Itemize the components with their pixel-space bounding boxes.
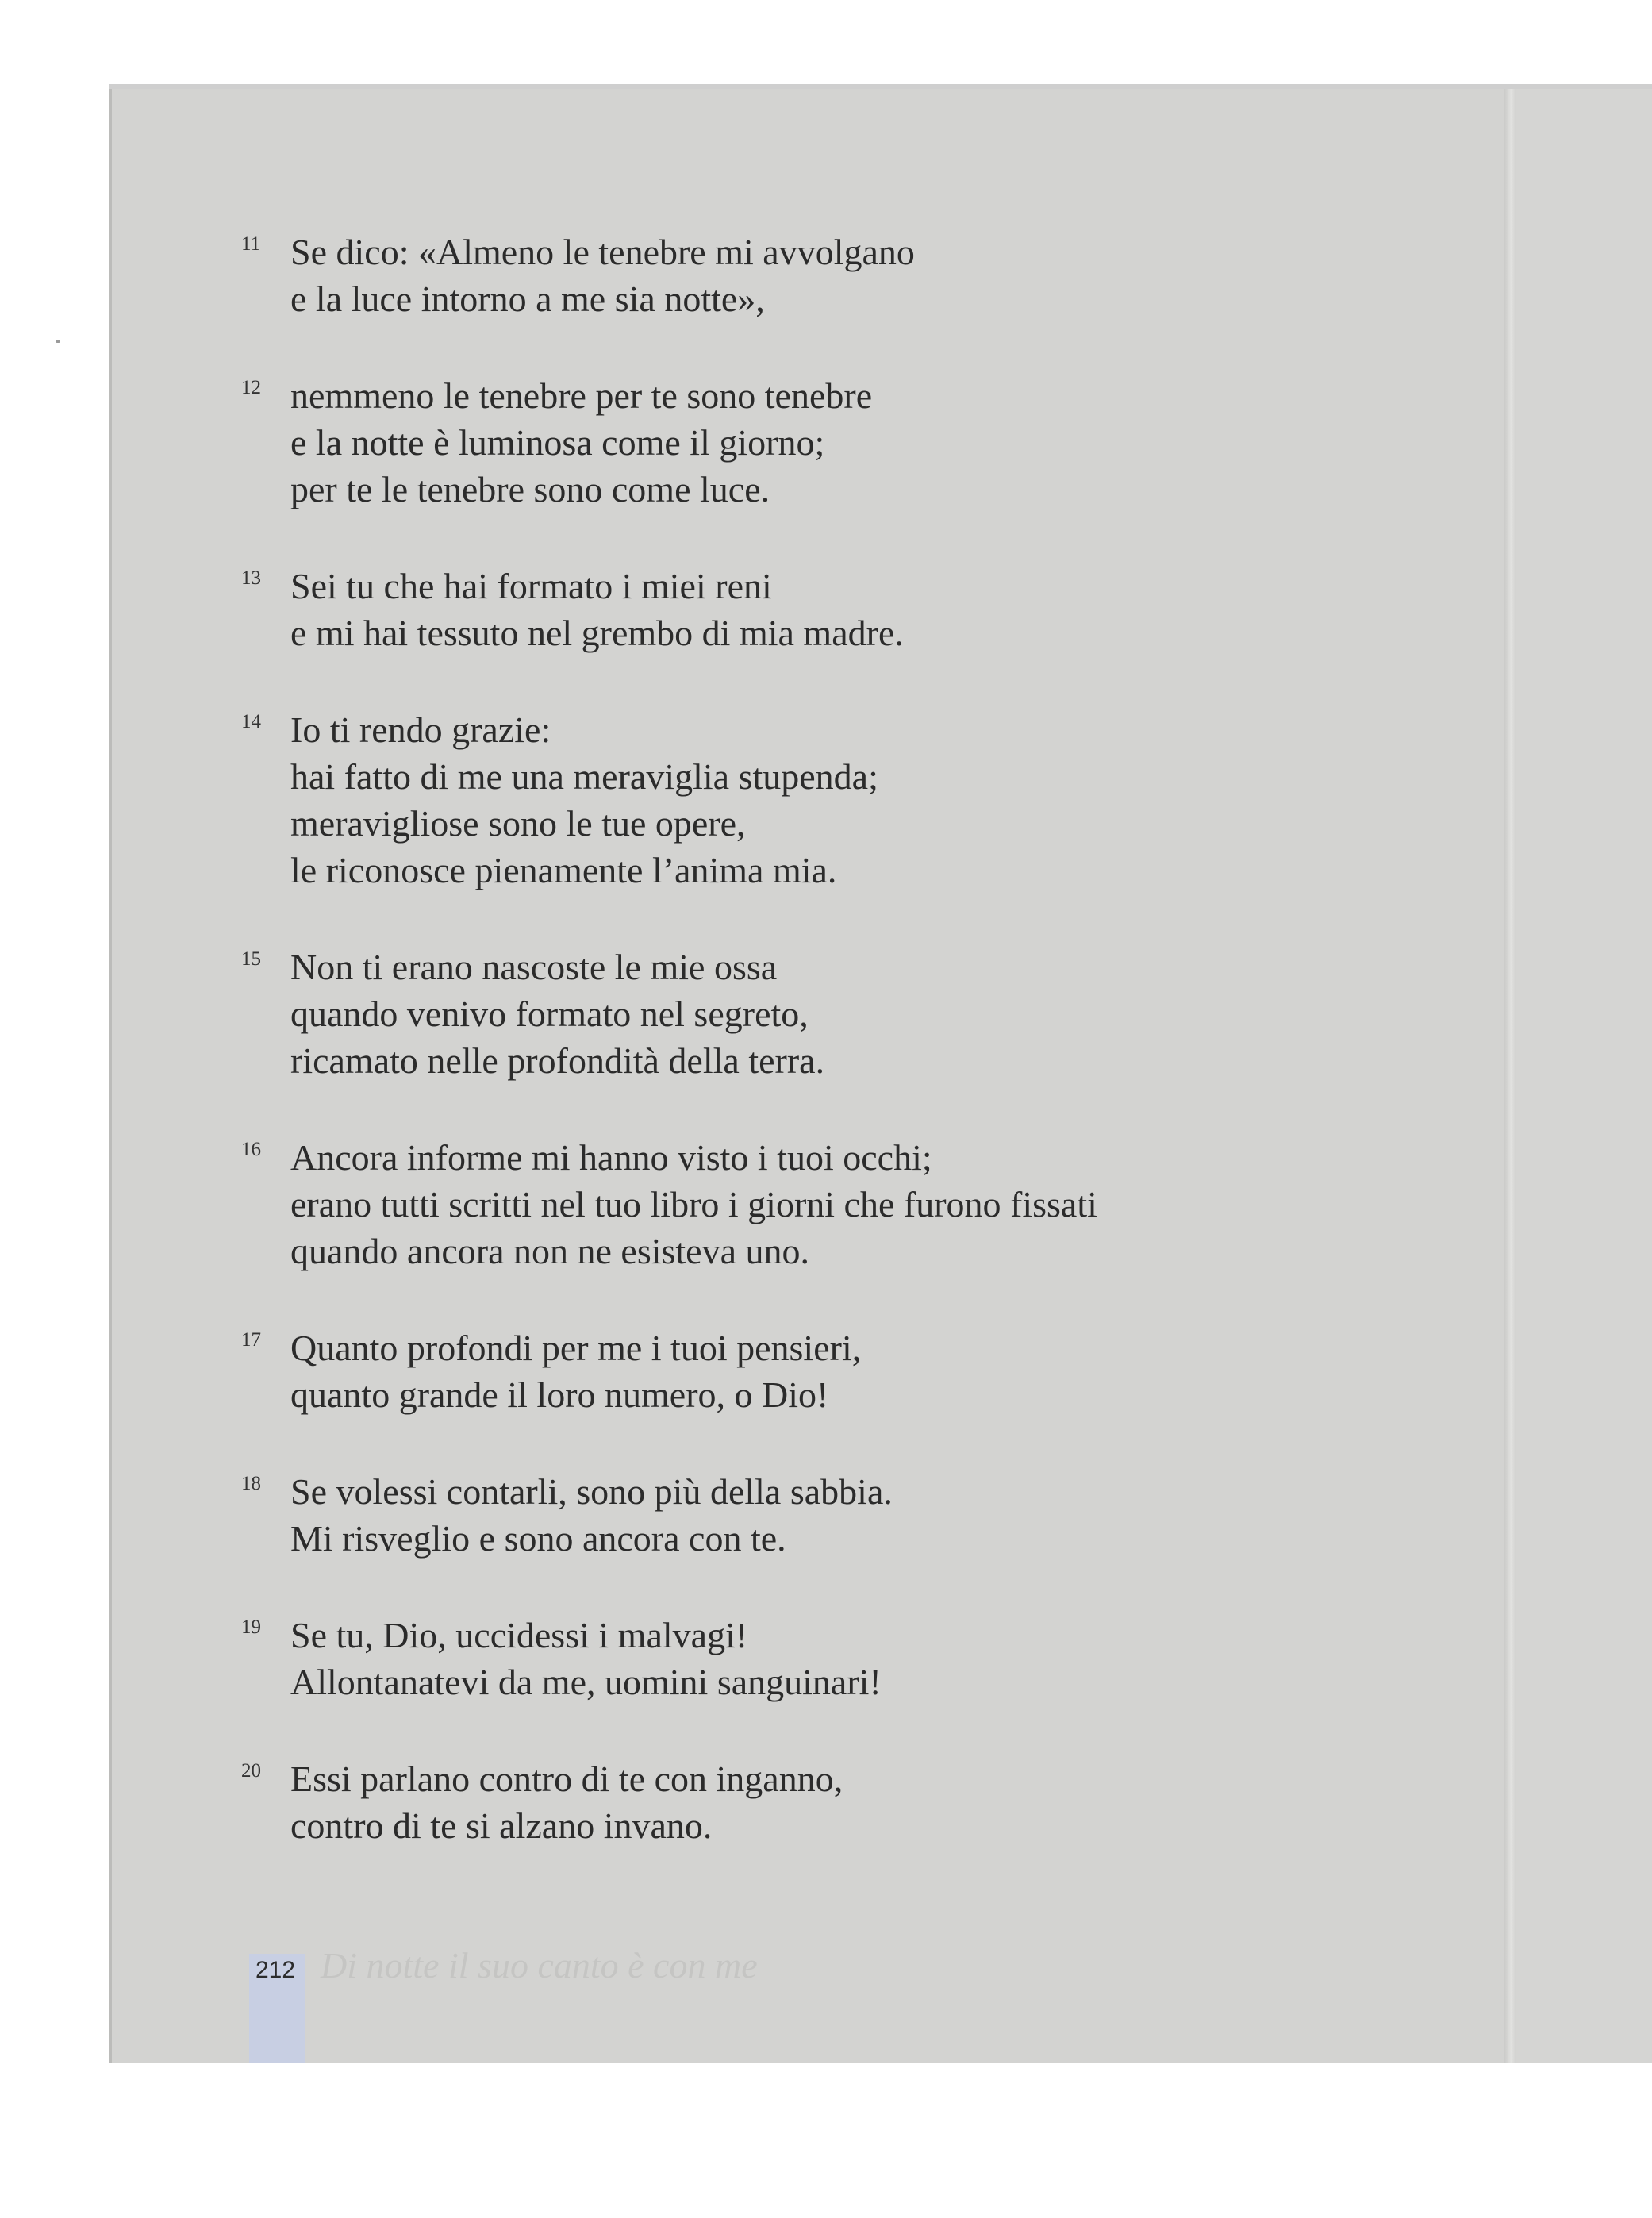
verse-number: 11 [241, 233, 261, 255]
verse-line: Se volessi contarli, sono più della sabbia. [290, 1471, 893, 1512]
verse-number: 19 [241, 1616, 261, 1638]
book-gutter [1504, 89, 1516, 2063]
verse-line: Essi parlano contro di te con inganno, [290, 1759, 843, 1799]
verse-line: nemmeno le tenebre per te sono tenebre [290, 375, 873, 416]
verse-line: Allontanatevi da me, uomini sanguinari! [290, 1662, 882, 1702]
verse-line: Se dico: «Almeno le tenebre mi avvolgano [290, 232, 915, 272]
verse-number: 16 [241, 1139, 261, 1160]
verse-line: hai fatto di me una meraviglia stupenda; [290, 756, 878, 797]
verse-line: e la notte è luminosa come il giorno; [290, 422, 825, 463]
verse [241, 944, 1479, 1084]
psalm-text [241, 229, 1479, 1899]
verse-line: contro di te si alzano invano. [290, 1805, 713, 1846]
verse-number: 12 [241, 377, 261, 398]
verse [241, 1134, 1479, 1274]
verse [241, 372, 1479, 513]
verse [241, 229, 1479, 322]
verse [241, 1324, 1479, 1418]
verse-line: Io ti rendo grazie: [290, 709, 551, 750]
verse-line: Mi risveglio e sono ancora con te. [290, 1518, 786, 1559]
verse-line: Sei tu che hai formato i miei reni [290, 566, 772, 606]
verse [241, 563, 1479, 656]
verse-line: Se tu, Dio, uccidessi i malvagi! [290, 1615, 748, 1655]
verse-number: 17 [241, 1329, 261, 1351]
verse-number: 14 [241, 711, 261, 732]
facing-page [1516, 89, 1652, 2063]
verse-line: quanto grande il loro numero, o Dio! [290, 1374, 829, 1415]
verse-line: le riconosce pienamente l’anima mia. [290, 850, 837, 890]
verse [241, 1468, 1479, 1562]
verse-line: quando ancora non ne esisteva uno. [290, 1231, 810, 1271]
verse-number: 18 [241, 1473, 261, 1494]
verse-line: meravigliose sono le tue opere, [290, 803, 746, 844]
verse-number: 13 [241, 567, 261, 589]
verse-line: erano tutti scritti nel tuo libro i giorni che furono fissati [290, 1184, 1097, 1224]
running-title: Di notte il suo canto è con me [321, 1945, 758, 1985]
verse-line: quando venivo formato nel segreto, [290, 994, 809, 1034]
verse-line: e la luce intorno a me sia notte», [290, 279, 765, 319]
verse [241, 1755, 1479, 1849]
verse-line: Ancora informe mi hanno visto i tuoi occhi; [290, 1137, 932, 1178]
verse-line: ricamato nelle profondità della terra. [290, 1040, 825, 1081]
verse-line: per te le tenebre sono come luce. [290, 469, 770, 509]
verse-number: 15 [241, 948, 261, 970]
verse [241, 1612, 1479, 1705]
verse-line: Non ti erano nascoste le mie ossa [290, 947, 778, 987]
verse-line: Quanto profondi per me i tuoi pensieri, [290, 1328, 862, 1368]
verse-line: e mi hai tessuto nel grembo di mia madre. [290, 613, 904, 653]
page-number: 212 [255, 1957, 296, 1983]
scan-speck [56, 340, 60, 343]
verse [241, 706, 1479, 894]
verse-number: 20 [241, 1760, 261, 1782]
